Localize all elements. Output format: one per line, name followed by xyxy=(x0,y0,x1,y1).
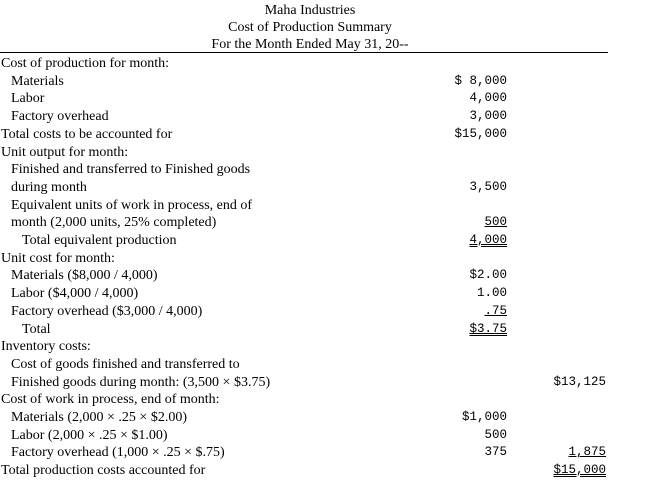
amount-column-1: 500 xyxy=(484,215,507,230)
table-row xyxy=(0,250,650,268)
row-label: Equivalent units of work in process, end of xyxy=(11,197,253,213)
row-label: Materials ($8,000 / 4,000) xyxy=(11,268,158,284)
row-label: Cost of work in process, end of month: xyxy=(1,392,220,408)
row-label: Materials xyxy=(11,73,64,89)
row-label: Labor (2,000 × .25 × $1.00) xyxy=(11,427,168,443)
row-label: Factory overhead ($3,000 / 4,000) xyxy=(11,303,203,319)
row-label: Unit output for month: xyxy=(1,144,129,160)
row-label: Factory overhead (1,000 × .25 × $.75) xyxy=(11,445,225,461)
table-row xyxy=(0,391,650,409)
amount-column-1: .75 xyxy=(484,303,507,318)
table-row xyxy=(0,161,650,179)
row-label: Total production costs accounted for xyxy=(1,463,206,479)
table-row xyxy=(0,356,650,374)
table-row xyxy=(0,73,650,91)
table-row xyxy=(0,108,650,126)
amount-column-1: 4,000 xyxy=(469,91,507,106)
row-label: Finished goods during month: (3,500 × $3.75) xyxy=(11,374,271,390)
amount-column-1: 1.00 xyxy=(476,286,507,301)
row-label: Materials (2,000 × .25 × $2.00) xyxy=(11,410,187,425)
amount-column-1: 3,000 xyxy=(469,109,507,124)
table-row xyxy=(0,462,650,480)
row-label: Inventory costs: xyxy=(1,339,91,355)
row-label: Labor xyxy=(11,91,45,107)
row-label: Total equivalent production xyxy=(22,233,177,248)
table-row xyxy=(0,179,650,197)
row-label: month (2,000 units, 25% completed) xyxy=(11,215,217,231)
table-row xyxy=(0,232,650,250)
amount-column-1: 500 xyxy=(484,427,507,442)
amount-column-1: $3.75 xyxy=(469,321,507,336)
table-row xyxy=(0,444,650,462)
row-label: Factory overhead xyxy=(11,109,109,125)
row-label: Finished and transferred to Finished goods xyxy=(11,162,251,178)
amount-column-1: 4,000 xyxy=(469,233,507,247)
amount-column-2: 1,875 xyxy=(568,445,606,460)
row-label: Unit cost for month: xyxy=(1,250,115,266)
report-period: For the Month Ended May 31, 20-- xyxy=(211,37,409,52)
row-label: Total xyxy=(22,321,51,337)
amount-column-1: $15,000 xyxy=(454,126,507,141)
table-row xyxy=(0,197,650,215)
row-label: during month xyxy=(11,179,87,195)
header-rule xyxy=(0,52,608,53)
amount-column-2: $13,125 xyxy=(553,374,606,389)
amount-column-1: $1,000 xyxy=(461,410,507,424)
amount-column-1: 3,500 xyxy=(469,179,507,194)
company-name: Maha Industries xyxy=(264,3,356,18)
table-row xyxy=(0,267,650,285)
table-row xyxy=(0,214,650,232)
row-label: Total costs to be accounted for xyxy=(1,126,173,142)
table-row xyxy=(0,427,650,445)
table-row xyxy=(0,374,650,392)
row-label: Cost of production for month: xyxy=(1,56,169,71)
row-label: Labor ($4,000 / 4,000) xyxy=(11,286,139,302)
table-row xyxy=(0,126,650,144)
table-row xyxy=(0,409,650,427)
table-row xyxy=(0,321,650,339)
table-row xyxy=(0,285,650,303)
amount-column-2: $15,000 xyxy=(553,463,606,478)
table-row xyxy=(0,338,650,356)
report-title: Cost of Production Summary xyxy=(228,20,392,35)
table-row xyxy=(0,303,650,321)
amount-column-1: 375 xyxy=(484,445,507,460)
row-label: Cost of goods finished and transferred to xyxy=(11,356,240,372)
table-row xyxy=(0,55,650,73)
amount-column-1: $ 8,000 xyxy=(454,73,507,88)
amount-column-1: $2.00 xyxy=(469,268,507,283)
table-row xyxy=(0,144,650,162)
table-row xyxy=(0,90,650,108)
